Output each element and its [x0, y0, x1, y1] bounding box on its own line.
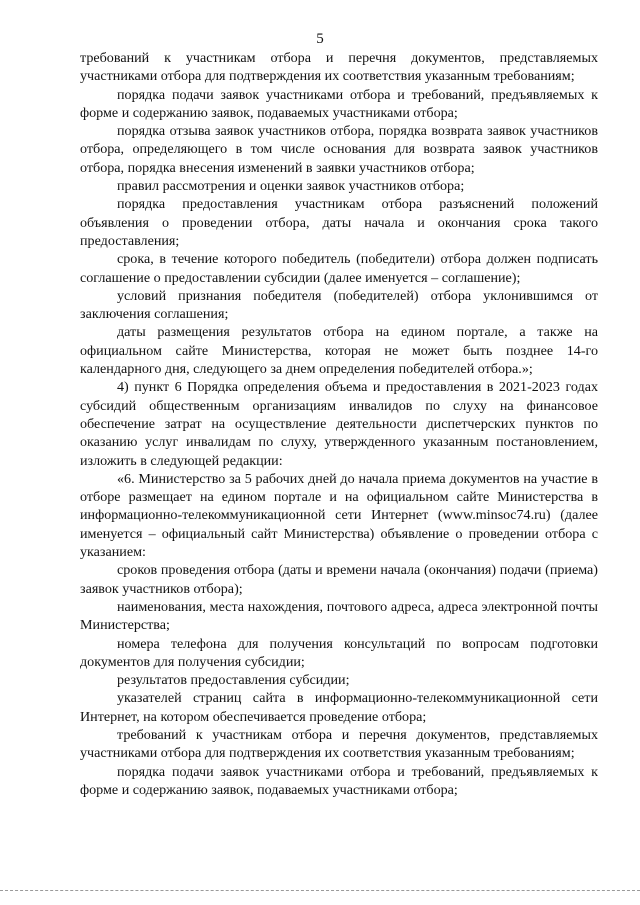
paragraph: срока, в течение которого победитель (победители) отбора должен подписать соглашение о предоставлении субсидии (далее именуется – соглашение);: [80, 251, 598, 286]
paragraph: результатов предоставления субсидии;: [117, 672, 350, 689]
paragraph: «6. Министерство за 5 рабочих дней до начала приема документов на участие в отборе размещает на едином портале и на официальном сайте Министерства в информационно-телекоммуникационной сети Интернет (www.minsoc74.ru) (далее именуется – официальный сайт Министерства) объявление о проведении отбора с указанием:: [80, 470, 598, 561]
paragraph: условий признания победителя (победителей) отбора уклонившимся от заключения соглашения;: [80, 287, 598, 323]
paragraph: требований к участникам отбора и перечня документов, представляемых участниками отбора для подтверждения их соответствия указанным требованиям;: [80, 50, 598, 85]
paragraph: сроков проведения отбора (даты и времени начала (окончания) подачи (приема) заявок участников отбора);: [80, 562, 598, 597]
paragraph: порядка предоставления участникам отбора разъяснений положений объявления о проведении отбора, даты начала и окончания срока такого предоставления;: [80, 196, 598, 249]
paragraph: правил рассмотрения и оценки заявок участников отбора;: [117, 178, 465, 195]
paragraph: порядка подачи заявок участниками отбора и требований, предъявляемых к форме и содержанию заявок, подаваемых участниками отбора;: [80, 86, 598, 121]
paragraph: даты размещения результатов отбора на едином портале, а также на официальном сайте Министерства, которая не может быть позднее 14-го календарного дня, следующего за днем определения победителей отбора.»;: [80, 324, 598, 378]
page-number: 5: [316, 31, 324, 47]
paragraph: наименования, места нахождения, почтового адреса, адреса электронной почты Министерства;: [80, 598, 598, 634]
paragraph: порядка подачи заявок участниками отбора и требований, предъявляемых к форме и содержанию заявок, подаваемых участниками отбора;: [80, 763, 598, 798]
bottom-edge-divider: [0, 890, 640, 891]
paragraph: порядка отзыва заявок участников отбора, порядка возврата заявок участников отбора, определяющего в том числе основания для возврата заявок участников отбора, порядка внесения изменений в заявки участников отбора;: [80, 123, 598, 176]
paragraph: указателей страниц сайта в информационно-телекоммуникационной сети Интернет, на котором обеспечивается проведение отбора;: [80, 690, 598, 725]
paragraph: 4) пункт 6 Порядка определения объема и предоставления в 2021-2023 годах субсидий общественным организациям инвалидов по слуху на финансовое обеспечение затрат на осуществление деятельности диспетчерских пунктов по оказанию услуг инвалидам по слуху, утвержденного указанным постановлением, изложить в следующей редакции:: [80, 379, 598, 469]
paragraph: номера телефона для получения консультаций по вопросам подготовки документов для получения субсидии;: [80, 635, 598, 670]
paragraph: требований к участникам отбора и перечня документов, представляемых участниками отбора для подтверждения их соответствия указанным требованиям;: [80, 726, 598, 762]
document-body: [80, 49, 598, 799]
